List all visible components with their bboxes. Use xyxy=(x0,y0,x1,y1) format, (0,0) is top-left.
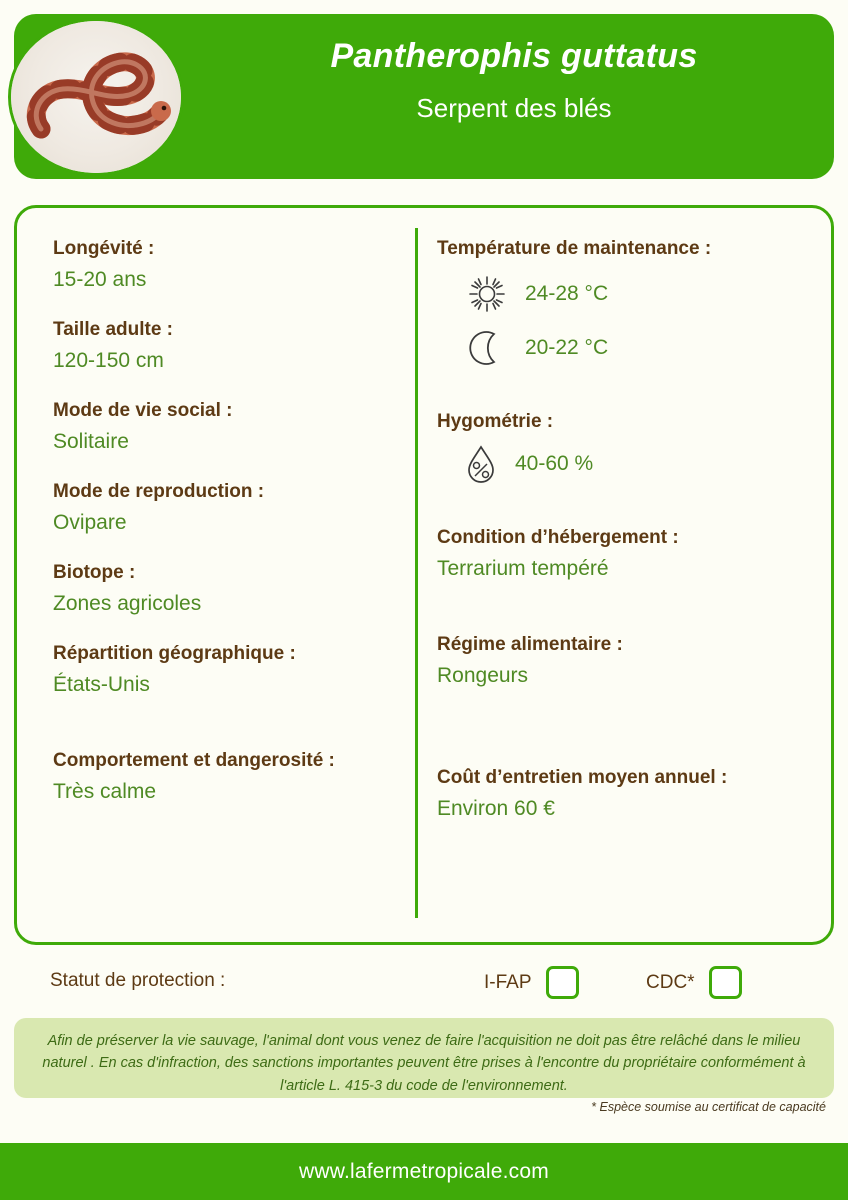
field-value: Ovipare xyxy=(53,510,127,534)
field-reproduction xyxy=(53,479,413,537)
field-value: Très calme xyxy=(53,779,157,803)
spacer xyxy=(437,509,807,525)
spacer xyxy=(437,739,807,765)
field-value: Solitaire xyxy=(53,429,129,453)
field-biotope xyxy=(53,560,413,618)
spacer xyxy=(437,393,807,409)
field-label: Comportement et dangerosité : xyxy=(53,749,335,771)
field-value: Terrarium tempéré xyxy=(437,556,609,580)
humidity-row xyxy=(461,442,807,486)
temperature-night-value: 20-22 °C xyxy=(525,335,609,359)
checkbox-cdc[interactable] xyxy=(709,966,742,999)
temperature-day-row xyxy=(465,272,807,316)
field-value: Environ 60 € xyxy=(437,796,555,820)
page-subtitle: Serpent des blés xyxy=(416,92,612,123)
spacer xyxy=(437,606,807,632)
field-label: Condition d’hébergement : xyxy=(437,527,679,549)
protection-item-ifap xyxy=(484,966,579,999)
sun-icon xyxy=(465,272,509,316)
field-longevity xyxy=(53,236,413,294)
spacer xyxy=(437,713,807,739)
field-label: Mode de vie social : xyxy=(53,399,233,421)
right-details-column xyxy=(437,236,807,846)
legal-notice-text: Afin de préserver la vie sauvage, l'animal dont vous venez de faire l'acquisition ne doit pas être relâché dans le milieu naturel . En cas d'infraction, des sanctions importantes peuvent être prises à l'encontre du propriétaire conformément à l'article L. 415-3 du code de l'environnement. xyxy=(42,1033,806,1094)
field-label: Taille adulte : xyxy=(53,318,174,340)
field-value: 15-20 ans xyxy=(53,267,147,291)
field-value: Zones agricoles xyxy=(53,591,202,615)
field-geographic-range xyxy=(53,641,413,699)
snake-illustration-icon xyxy=(11,21,181,173)
temperature-night-row xyxy=(465,326,807,370)
spacer xyxy=(53,722,413,748)
field-behaviour xyxy=(53,748,413,806)
field-label: Biotope : xyxy=(53,561,136,583)
field-label: Régime alimentaire : xyxy=(437,634,623,656)
field-value: 120-150 cm xyxy=(53,348,164,372)
snake-photo xyxy=(8,18,184,176)
footer-website-url[interactable]: www.lafermetropicale.com xyxy=(299,1159,549,1183)
checkbox-ifap[interactable] xyxy=(546,966,579,999)
field-label: Mode de reproduction : xyxy=(53,480,265,502)
footer-bar xyxy=(0,1143,848,1200)
field-annual-cost xyxy=(437,765,807,823)
protection-item-label: CDC* xyxy=(646,971,695,993)
field-social-life xyxy=(53,398,413,456)
footnote-text: * Espèce soumise au certificat de capacité xyxy=(591,1100,826,1114)
field-label: Hygométrie : xyxy=(437,410,554,432)
protection-item-label: I-FAP xyxy=(484,971,532,993)
protection-status-row xyxy=(14,960,834,1012)
field-value: États-Unis xyxy=(53,672,150,696)
column-divider xyxy=(415,228,418,918)
field-housing xyxy=(437,525,807,583)
humidity-value: 40-60 % xyxy=(515,452,594,476)
field-humidity xyxy=(437,409,807,487)
temperature-day-value: 24-28 °C xyxy=(525,281,609,305)
protection-item-cdc xyxy=(646,966,742,999)
moon-icon xyxy=(465,326,509,370)
protection-status-label: Statut de protection : xyxy=(50,970,226,991)
legal-notice-box xyxy=(14,1018,834,1098)
left-details-column xyxy=(53,236,413,829)
field-label: Coût d’entretien moyen annuel : xyxy=(437,767,728,789)
field-label: Température de maintenance : xyxy=(437,238,712,259)
field-label: Répartition géographique : xyxy=(53,642,296,664)
details-card xyxy=(14,205,834,945)
field-value: Rongeurs xyxy=(437,663,529,687)
field-diet xyxy=(437,632,807,690)
field-temperature xyxy=(437,236,807,370)
field-adult-size xyxy=(53,317,413,375)
header-text-block xyxy=(214,36,814,124)
page-title: Pantherophis guttatus xyxy=(330,37,698,75)
field-label: Longévité : xyxy=(53,238,155,259)
humidity-drop-icon xyxy=(461,442,501,486)
